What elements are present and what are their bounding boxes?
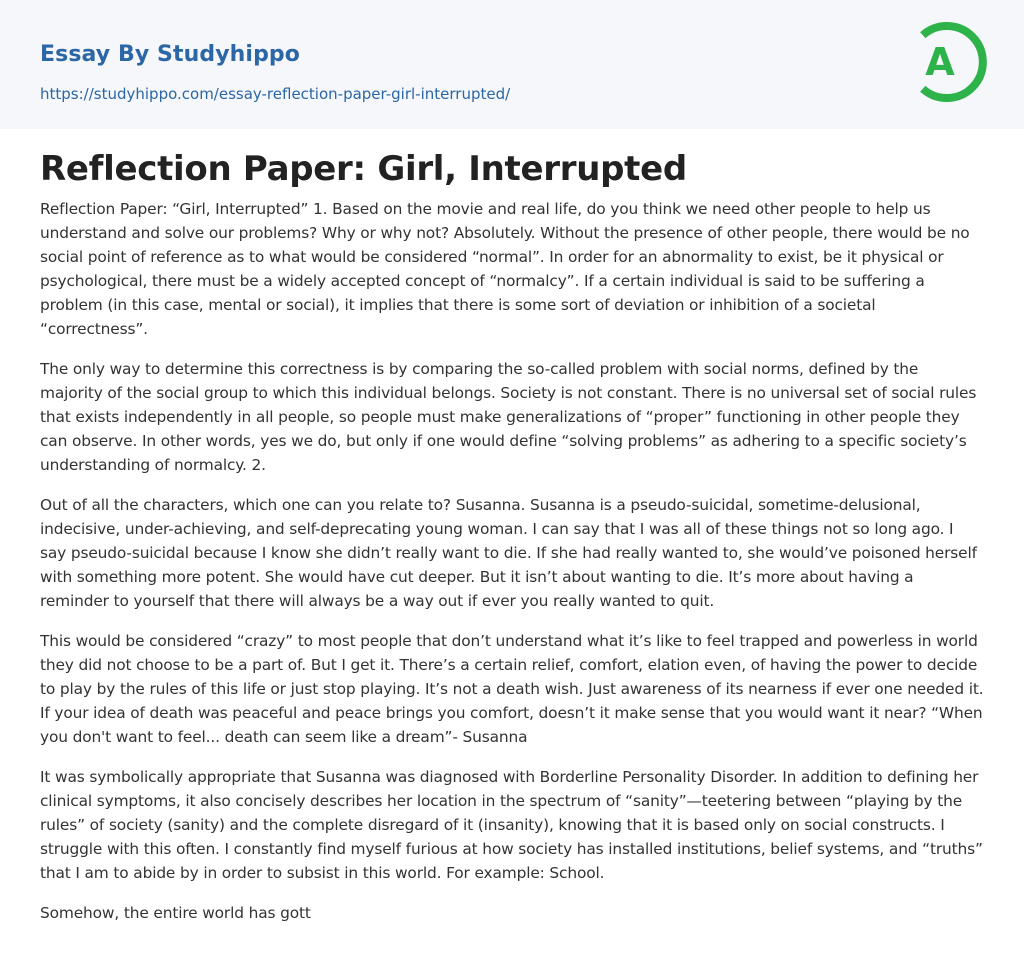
site-header xyxy=(0,0,1024,129)
essay-url-link[interactable]: https://studyhippo.com/essay-reflection-paper-girl-interrupted/ xyxy=(40,85,511,103)
essay-paragraph: Reflection Paper: “Girl, Interrupted” 1. Based on the movie and real life, do you think we need other people to help us understand and solve our problems? Why or why not? Absolutely. Without the presence of other people, there would be no social point of reference as to what would be considered “normal”. In order for an abnormality to exist, be it physical or psychological, there must be a widely accepted concept of “normalcy”. If a certain individual is said to be suffering a problem (in this case, mental or social), it implies that there is some sort of deviation or inhibition of a societal “correctness”. xyxy=(40,200,970,338)
essay-content xyxy=(0,129,1024,925)
logo-letter: A xyxy=(925,40,955,84)
site-brand[interactable]: Essay By Studyhippo xyxy=(40,42,300,67)
essay-paragraph: It was symbolically appropriate that Susanna was diagnosed with Borderline Personality Disorder. In addition to defining her clinical symptoms, it also concisely describes her location in the spectrum of “sanity”—teetering between “playing by the rules” of society (sanity) and the complete disregard of it (insanity), knowing that it is based only on social constructs. I struggle with this often. I constantly find myself furious at how society has installed institutions, belief systems, and “truths” that I am to abide by in order to subsist in this world. For example: School. xyxy=(40,768,983,882)
essay-paragraph: Out of all the characters, which one can you relate to? Susanna. Susanna is a pseudo-suicidal, sometime-delusional, indecisive, under-achieving, and self-deprecating young woman. I can say that I was all of these things not so long ago. I say pseudo-suicidal because I know she didn’t really want to die. If she had really wanted to, she would’ve poisoned herself with something more potent. She would have cut deeper. But it isn’t about wanting to die. It’s more about having a reminder to yourself that there will always be a way out if ever you really wanted to quit. xyxy=(40,496,977,610)
essay-paragraph: Somehow, the entire world has gott xyxy=(40,904,311,922)
studyhippo-logo-icon[interactable] xyxy=(912,19,988,105)
essay-paragraph: The only way to determine this correctness is by comparing the so-called problem with social norms, defined by the majority of the social group to which this individual belongs. Society is not constant. There is no universal set of social rules that exists independently in all people, so people must make generalizations of “proper” functioning in other people they can observe. In other words, yes we do, but only if one would define “solving problems” as adhering to a specific society’s understanding of normalcy. 2. xyxy=(40,360,977,474)
essay-paragraph: This would be considered “crazy” to most people that don’t understand what it’s like to feel trapped and powerless in world they did not choose to be a part of. But I get it. There’s a certain relief, comfort, elation even, of having the power to decide to play by the rules of this life or just stop playing. It’s not a death wish. Just awareness of its nearness if ever one needed it. If your idea of death was peaceful and peace brings you comfort, doesn’t it make sense that you would want it near? “When you don't want to feel... death can seem like a dream”- Susanna xyxy=(40,632,984,746)
essay-title: Reflection Paper: Girl, Interrupted xyxy=(40,149,687,189)
